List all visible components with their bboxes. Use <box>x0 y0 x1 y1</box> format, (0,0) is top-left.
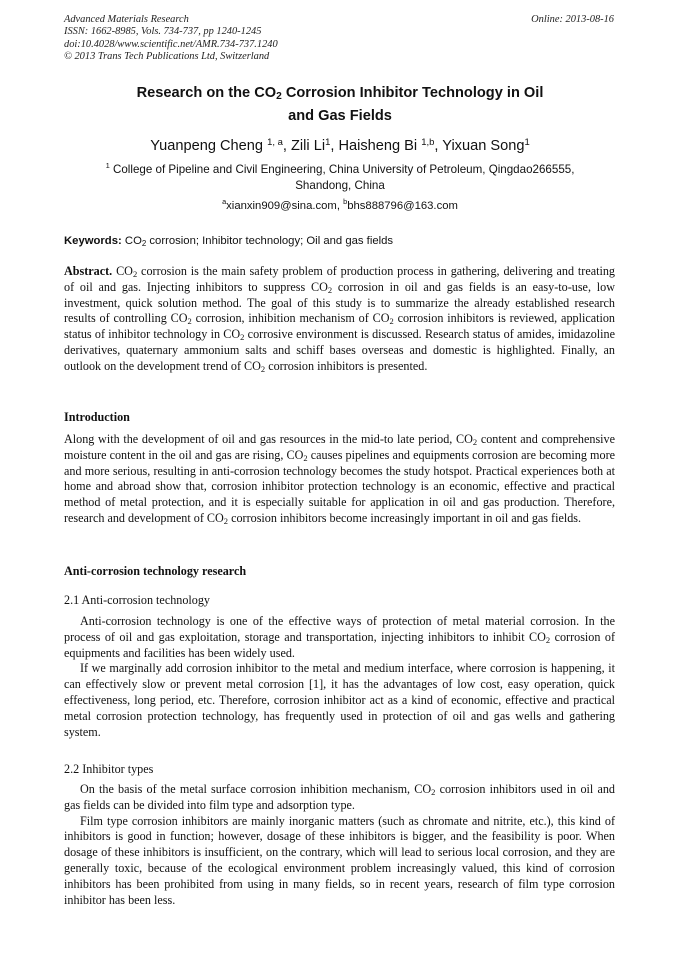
email-link-a[interactable]: xianxin909@sina.com, <box>226 200 344 212</box>
author-name: , Yixuan Song <box>434 138 525 154</box>
online-date: Online: 2013-08-16 <box>531 14 614 25</box>
abstract: Abstract. $CO_2$ corrosion is the main safety problem of production process in gathering, delivering and treating of oil and gas. Injecting inhibitors to suppress $CO_2$ corrosion in oil and gas fields is an easy-to-use, low investment, quick solution method. The goal of this study is to summarize the already established research results of controlling $CO_2$ corrosion, inhibition mechanism of $CO_2$ corrosion inhibitors is reviewed, application status of inhibitor technology in $CO_2$ corrosive environment is discussed. Research status of amides, imidazoline derivatives, quaternary ammonium salts and schiff bases overseas and domestic is highlighted. Finally, an outlook on the development trend of $CO_2$ corrosion inhibitors is presented. <box>64 264 616 374</box>
subsection-body <box>64 614 615 740</box>
journal-name: Advanced Materials Research <box>64 14 189 25</box>
keywords-label: Keywords: <box>64 235 122 247</box>
journal-header <box>64 14 278 63</box>
author-name: Yuanpeng Cheng <box>150 138 268 154</box>
doi-line: doi:10.4028/www.scientific.net/AMR.734-737.1240 <box>64 38 278 50</box>
subsection-body <box>64 782 615 908</box>
abstract-label: Abstract. <box>64 264 113 278</box>
paragraph: On the basis of the metal surface corrosion inhibition mechanism, $CO_2$ corrosion inhibitors used in oil and gas fields can be divided into film type and adsorption type. <box>64 782 615 812</box>
author-name: , Zili Li <box>282 138 326 154</box>
subsection-title: 2.1 Anti-corrosion technology <box>64 593 211 607</box>
author-list: Yuanpeng Cheng $^{1, a}$, Zili Li$^1$, Haisheng Bi $^{1,b}$, Yixuan Song$^1$ <box>150 137 530 154</box>
title-line-1: Research on the $CO_2$ Corrosion Inhibitor Technology in Oil <box>136 85 544 102</box>
affiliation: $^1$ College of Pipeline and Civil Engineering, China University of Petroleum, Qingdao266555, Shandong, China <box>105 161 575 192</box>
paragraph: Film type corrosion inhibitors are mainly inorganic matters (such as chromate and nitrite, etc.), this kind of inhibitors is good in function; however, dosage of these inhibitors is bigger, and the feasibility is poor. When dosage of these inhibitors is insufficient, on the contrary, which will lead to serious local corrosion, and they are generally toxic, because of the ecological environment problem increasingly valued, this kind of corrosion inhibitors has been prohibited from using in many fields, so in recent years, research of film type corrosion inhibitor has been less. <box>64 813 615 907</box>
introduction-heading: Introduction <box>64 410 130 424</box>
paragraph: If we marginally add corrosion inhibitor to the metal and medium interface, where corrosion is happening, it can effectively slow or prevent metal corrosion [1], it has the advantages of low cost, easy operation, quick effectiveness, long period, etc. Therefore, corrosion inhibitor act as a kind of economic, effective and practical metal corrosion protection technology, has frequently used in protection of oil and gas wells and gathering system. <box>64 661 615 739</box>
copyright-line: © 2013 Trans Tech Publications Ltd, Switzerland <box>64 50 270 62</box>
email-link-b[interactable]: bhs888796@163.com <box>347 200 458 212</box>
introduction-body: Along with the development of oil and gas resources in the mid-to late period, $CO_2$ content and comprehensive moisture content in the oil and gas are rising, $CO_2$ causes pipelines and equipments corrosion are becoming more and more serious, resulting in anti-corrosion technology becomes the study hotspot. Practical experiences both at home and abroad show that, corrosion inhibitor protection technology is an economic, effective and practical method of metal protection, and it is especially suitable for application in oil and gas production. Therefore, research and development of $CO_2$ corrosion inhibitors become increasingly important in oil and gas fields. <box>64 432 616 526</box>
issn-line: ISSN: 1662-8985, Vols. 734-737, pp 1240-1245 <box>64 26 262 38</box>
title-line-2: and Gas Fields <box>288 107 392 124</box>
section-heading: Anti-corrosion technology research <box>64 564 247 578</box>
keywords: Keywords: $CO_2$ corrosion; Inhibitor technology; Oil and gas fields <box>64 235 394 248</box>
subsection-title: 2.2 Inhibitor types <box>64 762 154 776</box>
author-name: , Haisheng Bi <box>330 138 422 154</box>
paragraph: Anti-corrosion technology is one of the effective ways of protection of metal material corrosion. In the process of oil and gas exploitation, storage and transportation, injecting inhibitors to inhibit $CO_2$ corrosion of equipments and facilities has been widely used. <box>64 614 615 660</box>
email-line: $^a$xianxin909@sina.com, $^b$bhs888796@163.com <box>222 197 458 212</box>
paper-title <box>64 82 616 127</box>
